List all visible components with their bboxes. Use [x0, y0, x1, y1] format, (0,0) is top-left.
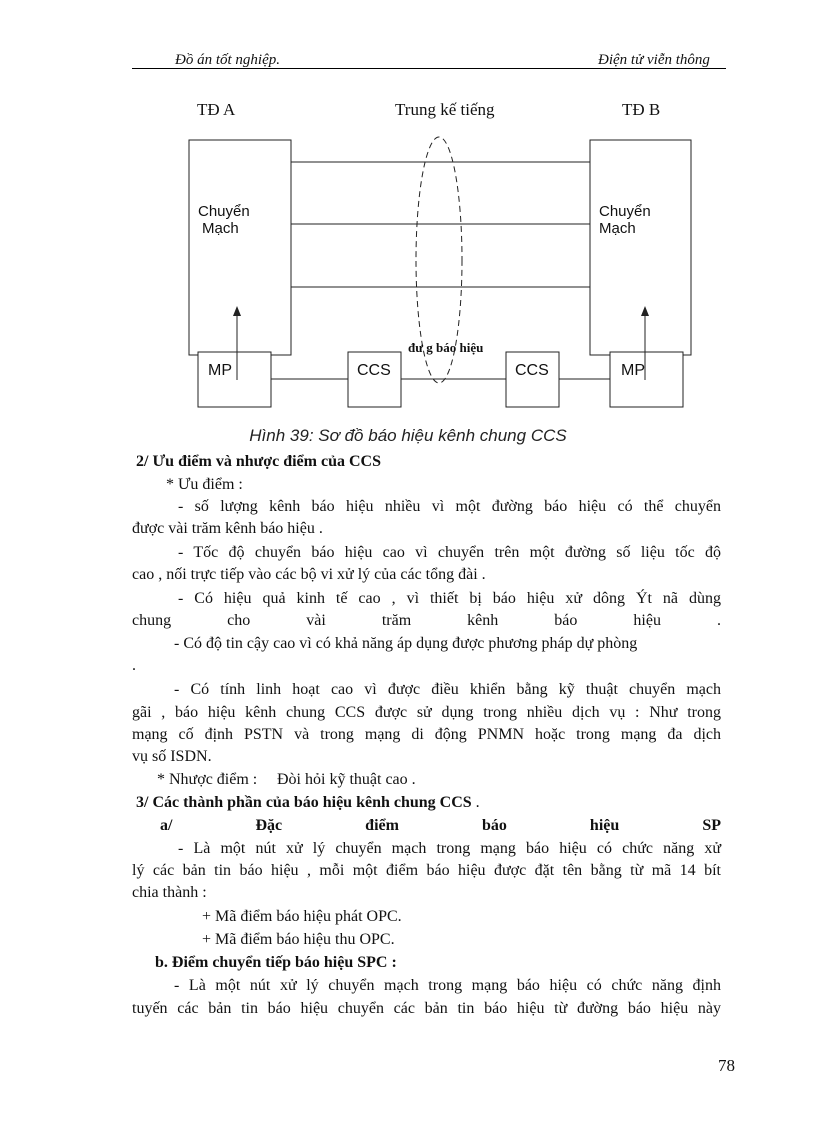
switch-b-box: [590, 140, 691, 355]
adv4-dot: .: [132, 657, 136, 674]
opc-item-2: + Mã điểm báo hiệu thu OPC.: [202, 931, 395, 948]
page-number: 78: [718, 1056, 735, 1075]
adv5-line3: mạng cố định PSTN và trong mạng di động PNMN hoặc trong mạng đa dịch: [132, 726, 721, 743]
adv2-line1: - Tốc độ chuyển báo hiệu cao vì chuyển trên một đường số liệu tốc độ: [178, 544, 721, 561]
label-td-a: TĐ A: [197, 100, 236, 119]
adv1-line2: được vài trăm kênh báo hiệu .: [132, 520, 323, 537]
sp-heading: a/ Đặc điểm báo hiệu SP: [160, 817, 721, 834]
advantages-title: * Ưu điểm :: [166, 476, 243, 493]
label-td-b: TĐ B: [622, 100, 661, 119]
adv1-line1: - số lượng kênh báo hiệu nhiều vì một đường báo hiệu có thể chuyển: [178, 498, 721, 515]
ccs-b-label: CCS: [515, 362, 549, 379]
ccs-diagram: [0, 0, 816, 420]
mp-b-label: MP: [621, 362, 645, 379]
section-heading-3: [136, 792, 480, 814]
figure-caption: Hình 39: Sơ đồ báo hiệu kênh chung CCS: [249, 426, 567, 445]
label-trunk: Trung kế tiếng: [395, 100, 495, 119]
switch-a-box: [189, 140, 291, 355]
mp-a-box: [198, 352, 271, 407]
ccs-a-label: CCS: [357, 362, 391, 379]
signal-path-label: đư g báo hiệu: [408, 340, 484, 355]
mp-b-box: [610, 352, 683, 407]
disadvantages-text: Đòi hỏi kỹ thuật cao .: [277, 771, 416, 788]
arrow-b-head: [641, 306, 649, 316]
switch-a-line2: Mạch: [202, 220, 239, 237]
spc-heading: b. Điểm chuyển tiếp báo hiệu SPC :: [155, 954, 397, 971]
opc-item-1: + Mã điểm báo hiệu phát OPC.: [202, 908, 402, 925]
disadvantages-label: * Nhược điểm :: [157, 771, 258, 788]
adv5-line1: - Có tính linh hoạt cao vì được điều khiển bằng kỹ thuật chuyển mạch: [174, 681, 721, 698]
header-left: Đồ án tốt nghiệp.: [175, 52, 280, 68]
sp-line3: chia thành :: [132, 884, 207, 901]
ccs-b-box: [506, 352, 559, 407]
adv5-line2: gãi , báo hiệu kênh chung CCS được sử dụng trong nhiều dịch vụ : Như trong: [132, 704, 721, 721]
ccs-a-box: [348, 352, 401, 407]
section-heading-3-text: 3/ Các thành phần của báo hiệu kênh chung CCS: [136, 794, 472, 811]
switch-b-line1: Chuyển: [599, 203, 651, 220]
section-heading-2: 2/ Ưu điểm và nhược điểm của CCS: [136, 453, 381, 470]
spc-line1: - Là một nút xử lý chuyển mạch trong mạng báo hiệu có chức năng định: [174, 977, 721, 994]
spc-line2: tuyến các bản tin báo hiệu chuyển các bản tin báo hiệu từ đường báo hiệu này: [132, 1000, 721, 1017]
switch-b-line2: Mạch: [599, 220, 636, 237]
arrow-a-head: [233, 306, 241, 316]
adv3-line2: chung cho vài trăm kênh báo hiệu .: [132, 612, 721, 629]
switch-a-line1: Chuyển: [198, 203, 250, 220]
adv5-line4: vụ số ISDN.: [132, 748, 212, 765]
section-heading-3-dot: .: [475, 794, 480, 811]
adv4-line: - Có độ tin cậy cao vì có khả năng áp dụng được phương pháp dự phòng: [174, 635, 638, 652]
sp-line1: - Là một nút xử lý chuyển mạch trong mạng báo hiệu có chức năng xử: [178, 840, 721, 857]
sp-line2: lý các bản tin báo hiệu , mỗi một điểm báo hiệu được đặt tên bằng từ mã 14 bít: [132, 862, 721, 879]
adv2-line2: cao , nối trực tiếp vào các bộ vi xử lý của các tổng đài .: [132, 566, 486, 583]
mp-a-label: MP: [208, 362, 232, 379]
adv3-line1: - Có hiệu quả kinh tế cao , vì thiết bị báo hiệu xử dông Ýt nã dùng: [178, 590, 721, 607]
header-right: Điện tử viễn thông: [598, 52, 710, 68]
